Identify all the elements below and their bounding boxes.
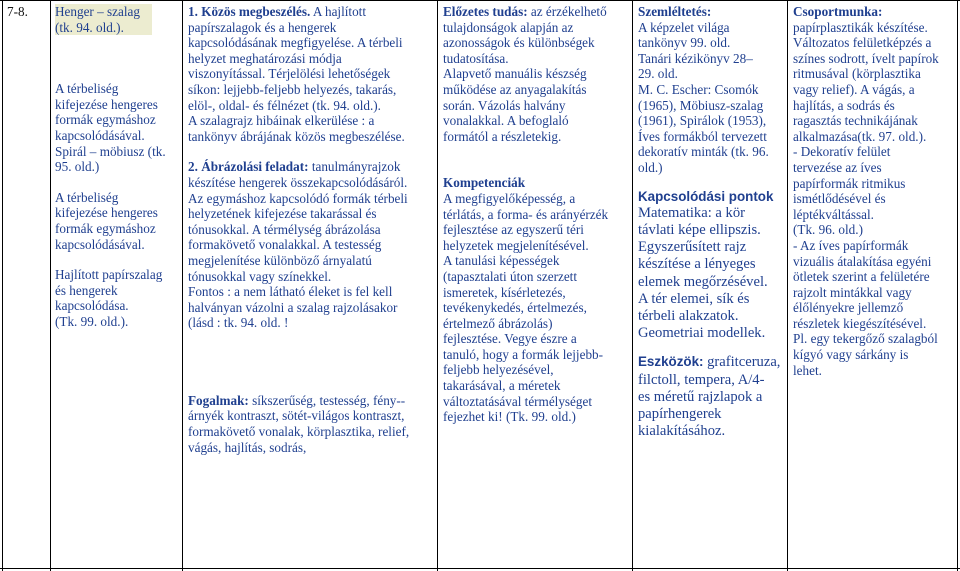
topic-description-3: Hajlított papírszalag és hengerek kapcsolódása. (Tk. 99. old.). xyxy=(55,267,163,329)
topic-title: Henger – szalag (tk. 94. old.). xyxy=(55,4,152,35)
topic-cell xyxy=(55,4,180,330)
column-divider xyxy=(182,0,183,571)
topic-description-2: A térbeliség kifejezése hengeres formák egymáshoz kapcsolódásával. xyxy=(55,189,158,252)
table-border-top xyxy=(0,0,960,1)
visual-aids-title: Szemléltetés: xyxy=(638,4,712,19)
competencies-title: Kompetenciák xyxy=(443,175,526,191)
tools-title: Eszközök: xyxy=(638,354,704,370)
task-2: 2. Ábrázolási feladat: tanulmányrajzok készítése hengerek összekapcsolódásáról. Az egymáshoz kapcsolódó formák térbeli helyzetének kifejezése takarással és tónusokkal. A térmélység ábrázolása formakövető vonalakkal. A testesség megjelenítése különböző árnyalatú tónusokkal vagy színekkel. Fontos : a nem látható éleket is fel kell halványan vázolni a szalag rajzolásakor (lásd : tk. 94. old. ! xyxy=(188,159,408,331)
competencies: Kompetenciák A megfigyelőképesség, a térlátás, a forma- és arányérzék fejlesztése az egyszerű téri helyzetek megjelenítésével. A tanulási képességek (tapasztalati úton szerzett ismeretek, kísérletezés, tevékenykedés, értelmezés, értelmező ábrázolás) fejlesztése. Vegye észre a tanuló, hogy a formák lejjebb- feljebb helyezésével, takarásával, a méretek változtatásával térmélységet fejezhet ki! (Tk. 99. old.) xyxy=(443,175,631,425)
column-divider xyxy=(50,0,51,571)
column-divider xyxy=(437,0,438,571)
visual-aids: Szemléltetés: A képzelet világa tankönyv 99. old. Tanári kézikönyv 28– 29. old. M. C. Escher: Csomók (1965), Möbiusz-szalag (1961), Spirálok (1953), Íves formákból tervezett dekoratív minták (tk. 96. old.) xyxy=(638,4,786,176)
task-2-title: 2. Ábrázolási feladat: xyxy=(188,159,309,175)
prior-knowledge-title: Előzetes tudás: xyxy=(443,4,528,19)
table-border-bottom xyxy=(0,568,960,569)
activities-cell xyxy=(188,4,436,455)
groupwork-title: Csoportmunka: xyxy=(793,4,883,19)
task-1-title: 1. Közös megbeszélés. xyxy=(188,4,311,19)
tools: Eszközök: grafitceruza, filctoll, tempera, A/4- es méretű rajzlapok a papírhengerek kialakításához. xyxy=(638,354,781,440)
prior-knowledge: Előzetes tudás: az érzékelhető tulajdonságok alapján az azonosságok és különbségek tudatosítása. Alapvető manuális készség működése az anyagalakítás során. Vázolás halvány vonalakkal. A befoglaló formától a részletekig. xyxy=(443,4,607,144)
concepts: Fogalmak: síkszerűség, testesség, fény-- árnyék kontraszt, sötét-világos kontraszt, formakövető vonalak, körplasztika, relief, vágás, hajlítás, sodrás, xyxy=(188,392,410,455)
column-divider xyxy=(632,0,633,571)
table-border-left xyxy=(2,0,3,571)
column-divider xyxy=(787,0,788,571)
topic-description-1: A térbeliség kifejezése hengeres formák egymáshoz kapcsolódásával. Spirál – möbiusz (tk. 95. old.) xyxy=(55,81,166,175)
resources-cell xyxy=(638,4,786,440)
task-1: 1. Közös megbeszélés. A hajlított papírszalagok és a hengerek kapcsolódásának megfigyelése. A térbeli helyzet meghatározási módja viszonyítással. Térjelölési lehetőségek síkon: lejjebb-feljebb helyezés, takarás, elöl-, oldal- és félnézet (tk. 94. old.). A szalagrajz hibáinak elkerülése : a tankönyv ábrájának közös megbeszélése. xyxy=(188,4,405,144)
table-border-right xyxy=(957,0,958,571)
groupwork-cell: Csoportmunka: papírplasztikák készítése. Változatos felületképzés a színes sodrott, ívelt papírok ritmusával (körplasztika vagy relief). A vágás, a hajlítás, a sodrás és ragasztás technikájának alkalmazása(tk. 97. old.). - Dekoratív felület tervezése az íves papírformák ritmikus ismétlődésével és léptékváltással. (Tk. 96. old.) - Az íves papírformák vizuális átalakítása egyéni ötletek szerint a felületére rajzolt mintákkal vagy élőlényekre jellemző részletek kiegészítésével. Pl. egy tekergőző szalagból kígyó vagy sárkány is lehet. xyxy=(793,4,956,378)
competencies-cell xyxy=(443,4,631,425)
concepts-title: Fogalmak: xyxy=(188,392,249,408)
row-number: 7-8. xyxy=(7,4,28,19)
connection-points: Kapcsolódási pontok Matematika: a kör távlati képe ellipszis. Egyszerűsített rajz készítése a lényeges elemek megőrzésével. A tér elemei, sík és térbeli alakzatok. Geometriai modellek. xyxy=(638,188,786,343)
connection-points-title: Kapcsolódási pontok xyxy=(638,188,774,204)
